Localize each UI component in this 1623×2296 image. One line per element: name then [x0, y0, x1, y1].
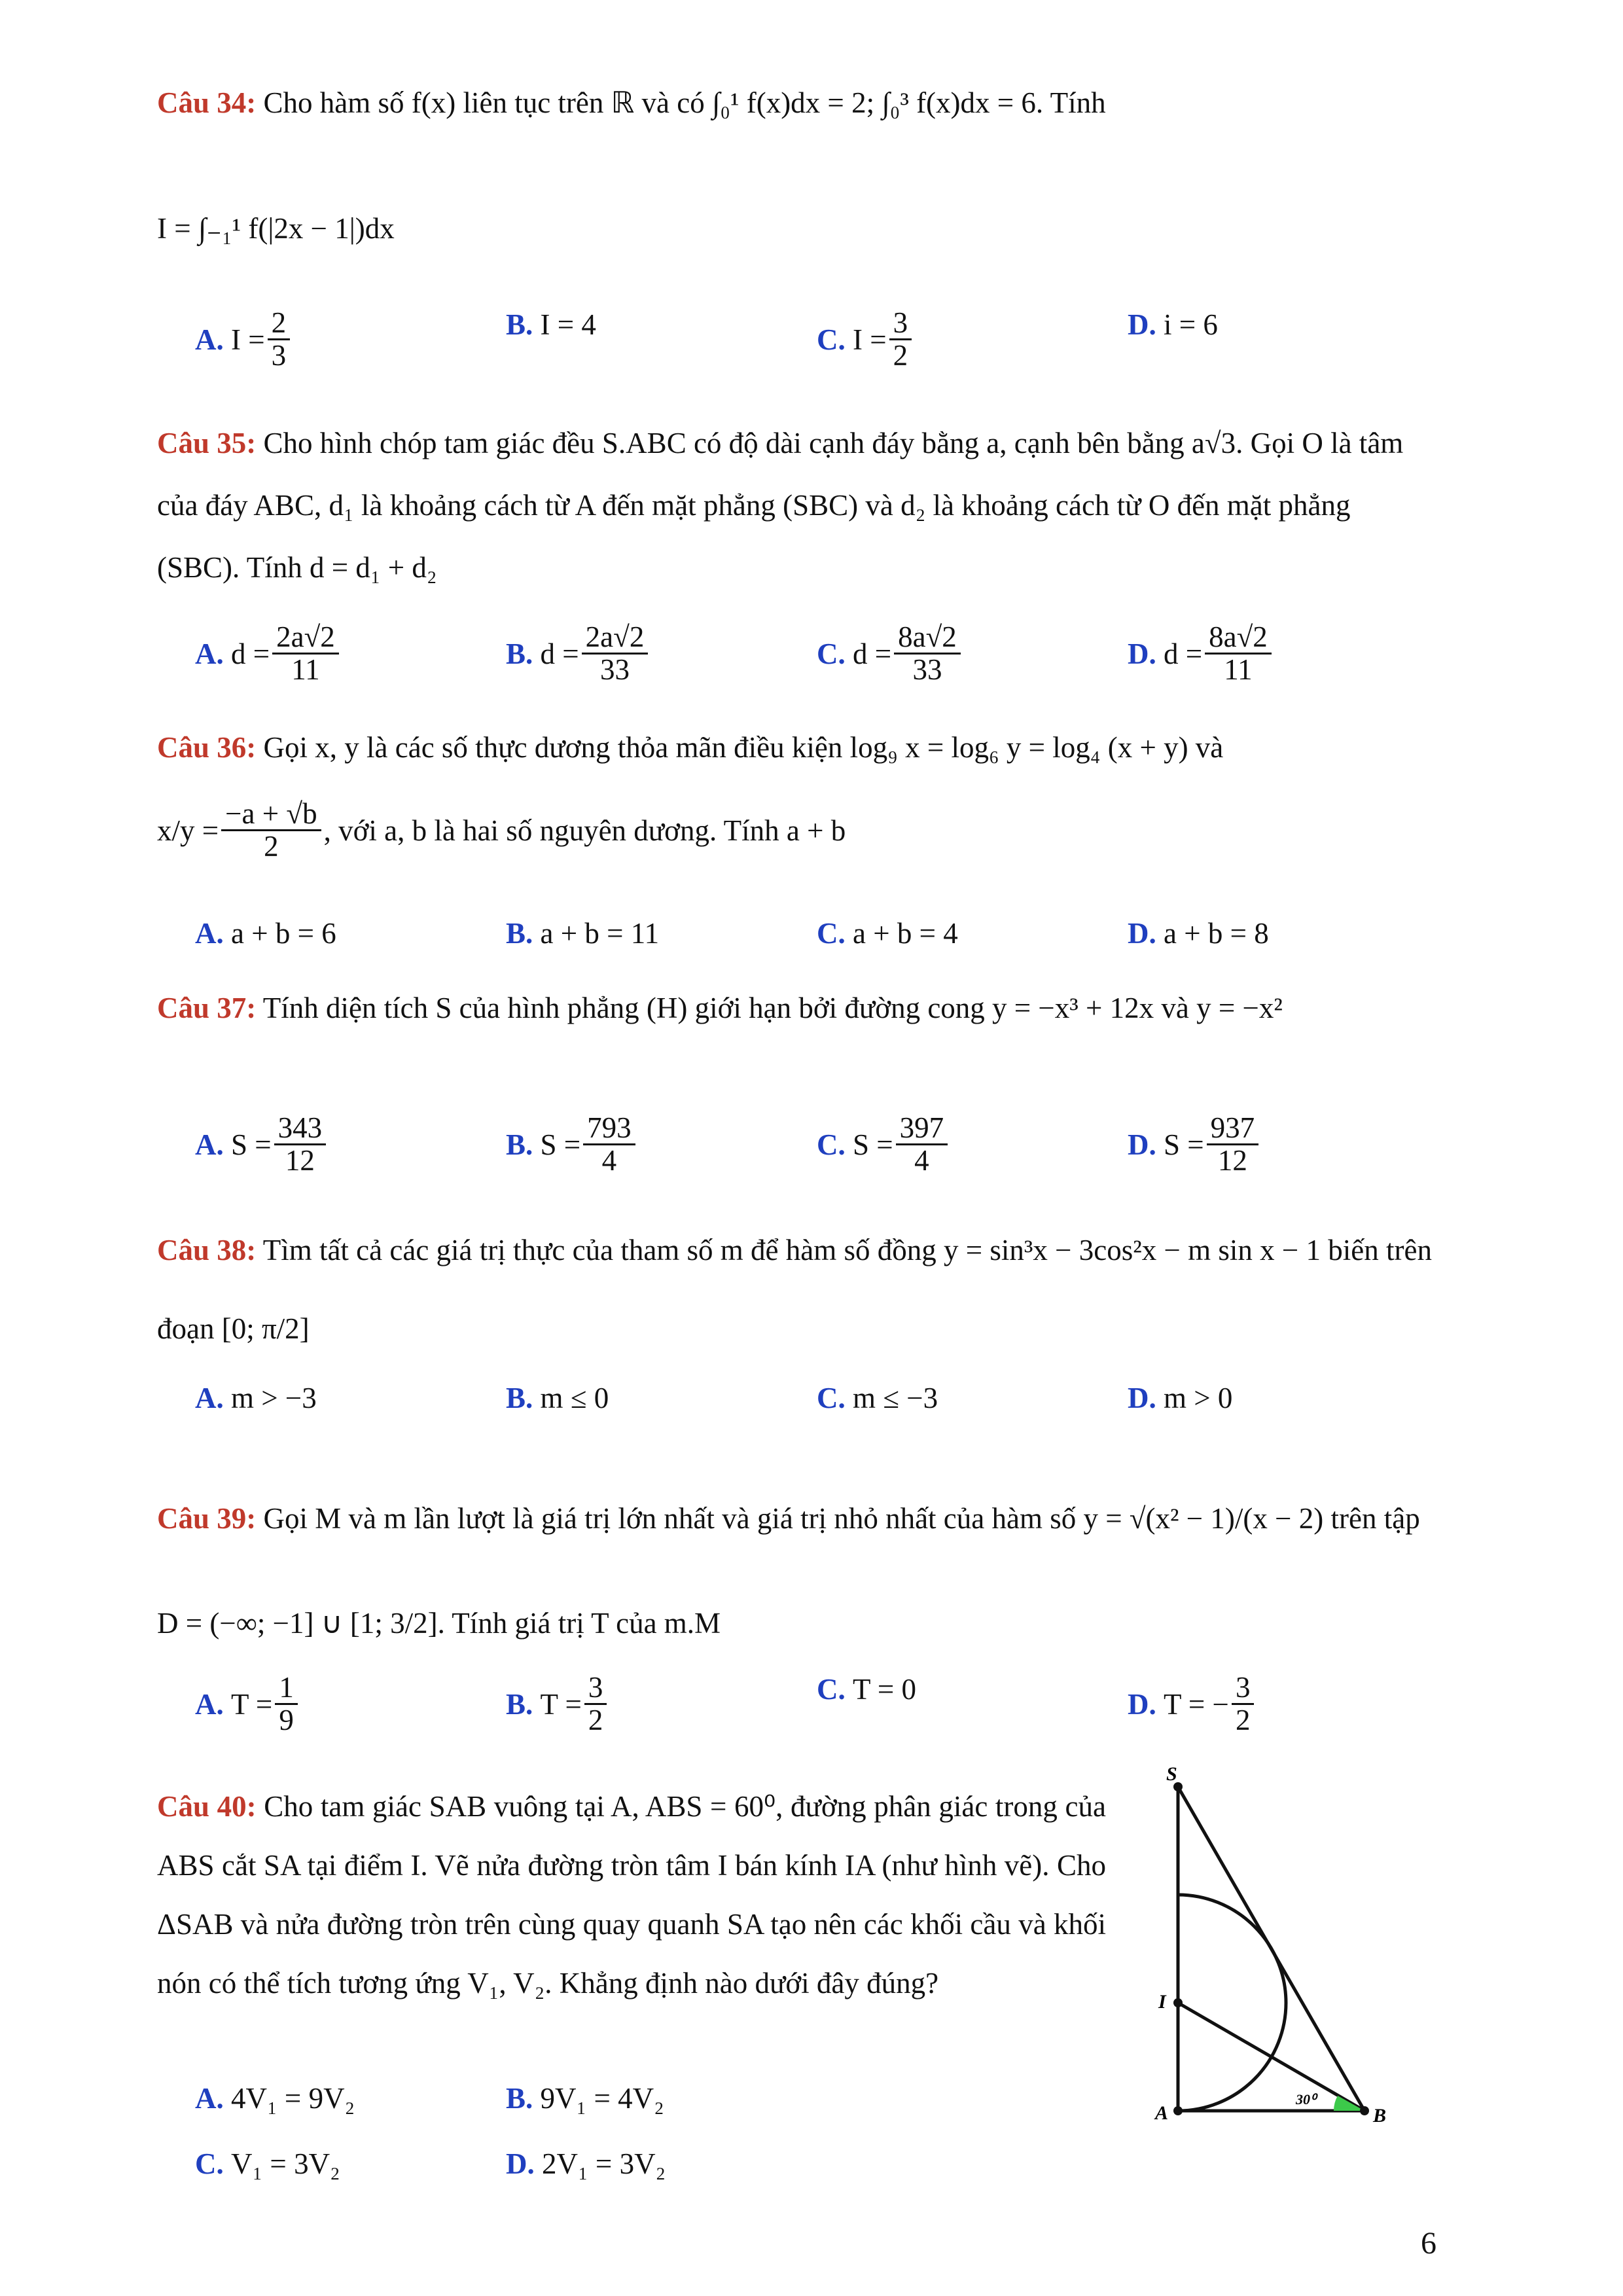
- option-d[interactable]: D. T = − $\frac{3}{2}$: [1128, 1672, 1257, 1736]
- option-d[interactable]: D. 2V₁ = 3V₂: [506, 2147, 666, 2180]
- question-text: Tính diện tích S của hình phẳng (H) giới hạn bởi đường cong y = −x³ + 12x và y = −x²: [262, 992, 1283, 1024]
- label-b: B: [1373, 2105, 1387, 2126]
- option-a[interactable]: A. 4V₁ = 9V₂: [195, 2082, 355, 2115]
- question-text: Cho tam giác SAB vuông tại A, ABS = 60⁰, đường phân giác trong của ABS cắt SA tại điểm I. Vẽ nửa đường tròn tâm I bán kính IA (như hình vẽ). Cho ΔSAB và nửa đường tròn trên cùng quay quanh SA tạo nên các khối cầu và khối nón có thể tích tương ứng V₁, V₂. Khẳng định nào dưới đây đúng?: [157, 1790, 1106, 2000]
- option-a[interactable]: A. S = $\frac{343}{12}$: [195, 1113, 329, 1177]
- option-b[interactable]: B. S = $\frac{793}{4}$: [506, 1113, 638, 1177]
- question-label: Câu 34:: [157, 86, 257, 119]
- option-a[interactable]: A. a + b = 6: [195, 917, 336, 950]
- option-c[interactable]: C. T = 0: [817, 1673, 917, 1706]
- point-a: [1173, 2106, 1183, 2115]
- label-i: I: [1158, 1991, 1166, 2013]
- semicircle: [1178, 1895, 1286, 2111]
- question-text: Gọi M và m lần lượt là giá trị lớn nhất và giá trị nhỏ nhất của hàm số y = √(x² − 1)/(x − 2) trên tập D = (−∞; −1] ∪ [1; 3/2]. Tính giá trị T của m.M: [157, 1502, 1420, 1640]
- option-d[interactable]: D. a + b = 8: [1128, 917, 1269, 950]
- question-39: [157, 1466, 1432, 1676]
- option-d[interactable]: D. m > 0: [1128, 1382, 1233, 1414]
- option-b[interactable]: B. 9V₁ = 4V₂: [506, 2082, 664, 2115]
- question-label: Câu 35:: [157, 427, 257, 459]
- option-c[interactable]: C. V₁ = 3V₂: [195, 2147, 340, 2180]
- option-a[interactable]: A. d = $\frac{2a√2}{11}$: [195, 622, 342, 686]
- option-c[interactable]: C. m ≤ −3: [817, 1382, 938, 1414]
- question-label: Câu 40:: [157, 1790, 257, 1823]
- option-b[interactable]: B. T = $\frac{3}{2}$: [506, 1672, 609, 1736]
- point-b: [1360, 2106, 1369, 2115]
- option-b[interactable]: B. d = $\frac{2a√2}{33}$: [506, 622, 651, 686]
- question-label: Câu 37:: [157, 992, 257, 1024]
- page-number: 6: [1421, 2226, 1436, 2261]
- question-text: Gọi x, y là các số thực dương thỏa mãn điều kiện log₉ x = log₆ y = log₄ (x + y) và: [263, 731, 1224, 764]
- question-text: Cho hình chóp tam giác đều S.ABC có độ dài cạnh đáy bằng a, cạnh bên bằng a√3. Gọi O là tâm của đáy ABC, d₁ là khoảng cách từ A đến mặt phẳng (SBC) và d₂ là khoảng cách từ O đến mặt phẳng (SBC). Tính d = d₁ + d₂: [157, 427, 1404, 584]
- question-34: [157, 85, 1432, 120]
- question-text: Tìm tất cả các giá trị thực của tham số m để hàm số đồng y = sin³x − 3cos²x − m sin x − 1 biến trên đoạn [0; π/2]: [157, 1234, 1432, 1345]
- option-d[interactable]: D. S = $\frac{937}{12}$: [1128, 1113, 1261, 1177]
- question-37: [157, 975, 1432, 1041]
- label-a: A: [1155, 2102, 1169, 2124]
- option-c[interactable]: C. S = $\frac{397}{4}$: [817, 1113, 950, 1177]
- question-formula: I = ∫₋₁¹ f(|2x − 1|)dx: [157, 212, 395, 245]
- option-d[interactable]: D. d = $\frac{8a√2}{11}$: [1128, 622, 1274, 686]
- option-a[interactable]: A. I = $\frac{2}{3}$: [195, 308, 293, 372]
- option-c[interactable]: C. d = $\frac{8a√2}{33}$: [817, 622, 963, 686]
- point-i: [1173, 1998, 1183, 2007]
- label-s: S: [1166, 1763, 1177, 1785]
- option-c[interactable]: C. a + b = 4: [817, 917, 958, 950]
- option-c[interactable]: C. I = $\frac{3}{2}$: [817, 308, 914, 372]
- question-label: Câu 36:: [157, 731, 257, 764]
- question-40: [157, 1777, 1106, 2013]
- triangle-figure: [1132, 1761, 1407, 2134]
- option-b[interactable]: B. I = 4: [506, 308, 596, 341]
- question-label: Câu 39:: [157, 1502, 257, 1535]
- option-b[interactable]: B. m ≤ 0: [506, 1382, 609, 1414]
- question-35: [157, 412, 1432, 599]
- question-34-formula: [157, 211, 1432, 246]
- question-36: [157, 730, 1432, 765]
- question-text: Cho hàm số f(x) liên tục trên ℝ và có ∫₀¹ f(x)dx = 2; ∫₀³ f(x)dx = 6. Tính: [263, 86, 1106, 119]
- label-angle: 30⁰: [1296, 2091, 1316, 2108]
- question-label: Câu 38:: [157, 1234, 257, 1266]
- question-36-line2: x/y = $\frac{-a + √b}{2}$ , với a, b là hai số nguyên dương. Tính a + b: [157, 797, 846, 863]
- question-38: [157, 1211, 1432, 1368]
- option-b[interactable]: B. a + b = 11: [506, 917, 660, 950]
- option-d[interactable]: D. i = 6: [1128, 308, 1218, 341]
- option-a[interactable]: A. m > −3: [195, 1382, 317, 1414]
- option-a[interactable]: A. T = $\frac{1}{9}$: [195, 1672, 300, 1736]
